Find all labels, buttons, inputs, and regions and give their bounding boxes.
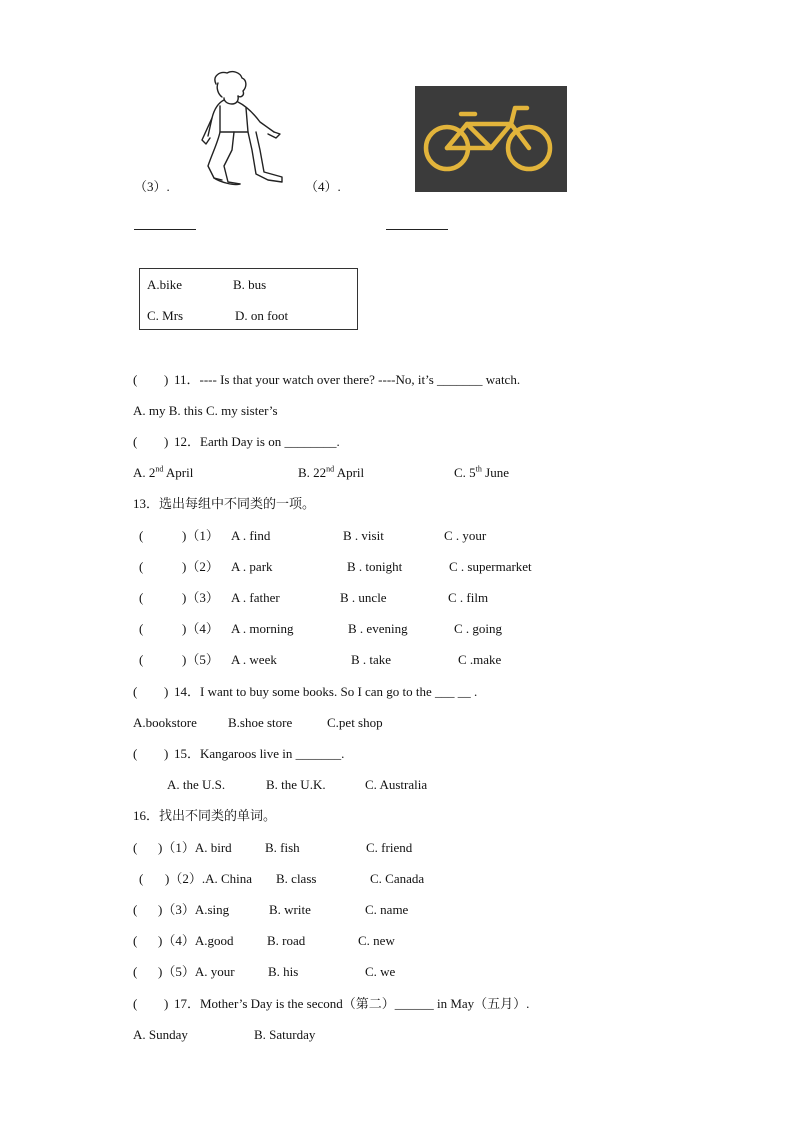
q13-row-b: B . uncle	[340, 590, 387, 605]
q13-row-b: B . evening	[348, 621, 408, 636]
q13-title: 13．选出每组中不同类的一项。	[133, 496, 316, 511]
q16-title: 16．找出不同类的单词。	[133, 808, 277, 823]
q13-row-a: A . find	[231, 528, 271, 543]
q16-row-paren: (	[133, 840, 138, 855]
q16-row-num: )（3）A.sing	[158, 902, 230, 917]
q13-row-c: C . going	[454, 621, 503, 636]
q14-option-b: B.shoe store	[228, 715, 293, 730]
q12-option-b: B. 22nd April	[298, 464, 365, 480]
q17-option-a: A. Sunday	[133, 1027, 188, 1042]
q11-stem: 11．---- Is that your watch over there? ----No, it’s _______ watch.	[174, 372, 521, 387]
option-a: A.bike	[147, 277, 183, 292]
bicycle-road-sign-icon	[415, 86, 567, 192]
q15-close-paren: )	[164, 746, 169, 761]
q15-option-b: B. the U.K.	[266, 777, 326, 792]
q13-row-b: B . tonight	[347, 559, 403, 574]
q13-row-paren: (	[139, 559, 144, 574]
q11-options: A. my B. this C. my sister’s	[133, 403, 278, 418]
q17-close-paren: )	[164, 996, 169, 1011]
q16-row-b: B. fish	[265, 840, 300, 855]
q13-row-a: A . father	[231, 590, 280, 605]
q13-row-b: B . visit	[343, 528, 384, 543]
q13-row-c: C . film	[448, 590, 489, 605]
q14-open-paren: (	[133, 684, 138, 699]
q17-option-b: B. Saturday	[254, 1027, 316, 1042]
q16-row-paren: (	[133, 902, 138, 917]
q12-open-paren: (	[133, 434, 138, 449]
q16-row-paren: (	[133, 964, 138, 979]
walking-person-icon	[194, 70, 286, 188]
options-box	[139, 268, 358, 330]
q12-option-a: A. 2nd April	[133, 464, 194, 480]
q13-row-num: )（4）	[182, 621, 219, 636]
q13-row-a: A . park	[231, 559, 273, 574]
q13-row-num: )（5）	[182, 652, 219, 667]
q11-close-paren: )	[164, 372, 169, 387]
q15-open-paren: (	[133, 746, 138, 761]
q16-row-paren: (	[133, 933, 138, 948]
option-c: C. Mrs	[147, 308, 184, 323]
q16-row-num: )（2）.A. China	[165, 871, 253, 886]
q13-row-c: C .make	[458, 652, 502, 667]
q17-stem: 17．Mother’s Day is the second（第二）______ in May（五月）.	[174, 996, 530, 1011]
q16-row-b: B. write	[269, 902, 311, 917]
q16-row-paren: (	[139, 871, 144, 886]
q15-option-a: A. the U.S.	[167, 777, 226, 792]
q11-open-paren: (	[133, 372, 138, 387]
q12-stem: 12．Earth Day is on ________.	[174, 434, 340, 449]
q14-stem: 14．I want to buy some books. So I can go to the ___ __ .	[174, 684, 478, 699]
q13-row-num: )（2）	[182, 559, 219, 574]
answer-blank-3[interactable]	[134, 229, 196, 230]
question-4-label: （4）.	[305, 179, 341, 194]
option-b: B. bus	[233, 277, 267, 292]
q16-row-b: B. his	[268, 964, 299, 979]
q14-option-c: C.pet shop	[327, 715, 383, 730]
q16-row-c: C. friend	[366, 840, 413, 855]
q12-close-paren: )	[164, 434, 169, 449]
q13-row-c: C . your	[444, 528, 487, 543]
q16-row-c: C. we	[365, 964, 396, 979]
q12-option-c: C. 5th June	[454, 464, 509, 480]
q15-option-c: C. Australia	[365, 777, 428, 792]
q16-row-num: )（5）A. your	[158, 964, 235, 979]
q13-row-num: )（1）	[182, 528, 219, 543]
q14-option-a: A.bookstore	[133, 715, 197, 730]
q17-open-paren: (	[133, 996, 138, 1011]
q13-row-a: A . week	[231, 652, 277, 667]
q14-close-paren: )	[164, 684, 169, 699]
q13-row-paren: (	[139, 652, 144, 667]
q13-row-c: C . supermarket	[449, 559, 532, 574]
q13-row-paren: (	[139, 590, 144, 605]
option-d: D. on foot	[235, 308, 289, 323]
q16-row-c: C. name	[365, 902, 409, 917]
q13-row-paren: (	[139, 621, 144, 636]
q13-row-paren: (	[139, 528, 144, 543]
q16-row-c: C. new	[358, 933, 395, 948]
q16-row-c: C. Canada	[370, 871, 425, 886]
q16-row-b: B. class	[276, 871, 317, 886]
q13-row-a: A . morning	[231, 621, 294, 636]
q13-row-b: B . take	[351, 652, 392, 667]
q16-row-num: )（4）A.good	[158, 933, 234, 948]
q15-stem: 15．Kangaroos live in _______.	[174, 746, 345, 761]
question-3-label: （3）.	[134, 179, 170, 194]
q16-row-num: )（1）A. bird	[158, 840, 232, 855]
q13-row-num: )（3）	[182, 590, 219, 605]
answer-blank-4[interactable]	[386, 229, 448, 230]
q16-row-b: B. road	[267, 933, 306, 948]
